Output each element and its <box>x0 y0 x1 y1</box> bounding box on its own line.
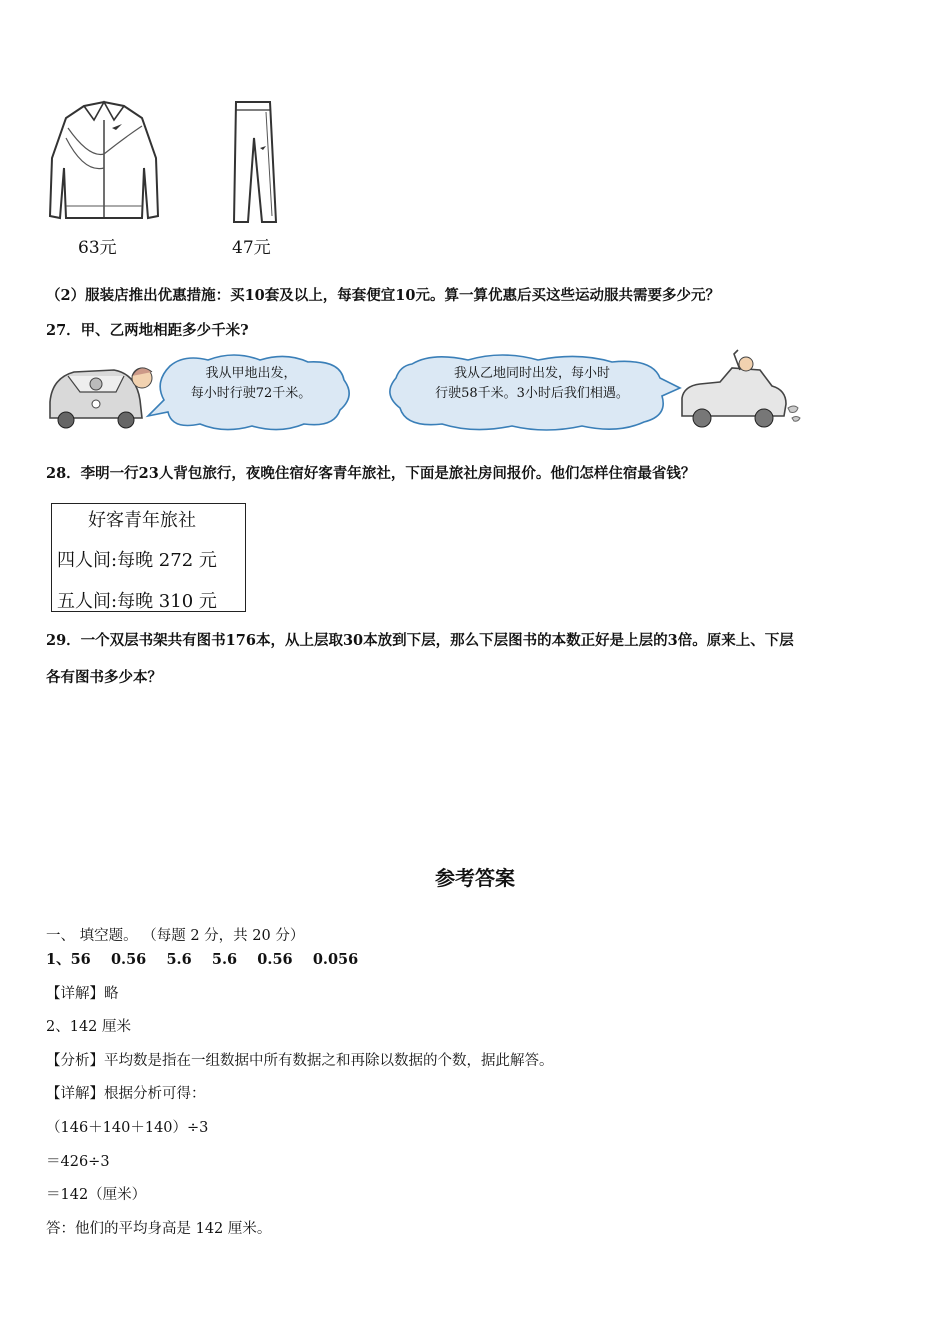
question-26-2: （2）服装店推出优惠措施：买10套及以上，每套便宜10元。算一算优惠后买这些运动服共需要多少元？ <box>46 287 720 304</box>
answers-title: 参考答案 <box>435 866 515 890</box>
bubble-right-line1: 我从乙地同时出发，每小时 <box>453 366 610 381</box>
section-1-heading: 一、 填空题。 （每题 2 分，共 20 分） <box>46 928 305 944</box>
answer-2-step2: ＝426÷3 <box>46 1154 110 1170</box>
bubble-left-line1: 我从甲地出发， <box>205 366 297 381</box>
bubble-left-text <box>166 364 336 404</box>
question-27: 27．甲、乙两地相距多少千米? <box>46 322 249 339</box>
answer-2-step1: （146＋140＋140）÷3 <box>46 1120 209 1136</box>
answer-2-analysis: 【分析】平均数是指在一组数据中所有数据之和再除以数据的个数，据此解答。 <box>46 1053 554 1069</box>
hostel-name: 好客青年旅社 <box>88 510 196 531</box>
question-29-line2: 各有图书多少本？ <box>46 669 162 686</box>
bubble-right-line2: 行驶58千米。3小时后我们相遇。 <box>435 386 629 401</box>
answer-2-conclusion: 答：他们的平均身高是 142 厘米。 <box>46 1221 272 1237</box>
jacket-price: 63元 <box>78 238 117 258</box>
answer-2-step3: ＝142（厘米） <box>46 1187 147 1203</box>
answer-2-detail: 【详解】根据分析可得： <box>46 1086 206 1102</box>
answer-1: 1、56 0.56 5.6 5.6 0.56 0.056 <box>46 951 359 968</box>
answer-2: 2、142 厘米 <box>46 1019 132 1035</box>
room-5-price: 五人间:每晚 310 元 <box>57 591 217 612</box>
car-right-illustration <box>676 348 802 432</box>
bubble-left-line2: 每小时行驶72千米。 <box>190 386 312 401</box>
jacket-illustration <box>44 98 164 228</box>
question-29-line1: 29．一个双层书架共有图书176本，从上层取30本放到下层，那么下层图书的本数正好是上层的3倍。原来上、下层 <box>46 632 794 649</box>
answer-1-detail: 【详解】略 <box>46 986 119 1002</box>
hostel-price-box <box>51 503 246 612</box>
question-28: 28．李明一行23人背包旅行，夜晚住宿好客青年旅社，下面是旅社房间报价。他们怎样住宿最省钱？ <box>46 465 696 482</box>
car-left-illustration <box>44 356 156 432</box>
room-4-price: 四人间:每晚 272 元 <box>57 550 217 571</box>
pants-price: 47元 <box>232 238 271 258</box>
pants-illustration <box>226 98 286 226</box>
bubble-right-text <box>400 364 664 404</box>
